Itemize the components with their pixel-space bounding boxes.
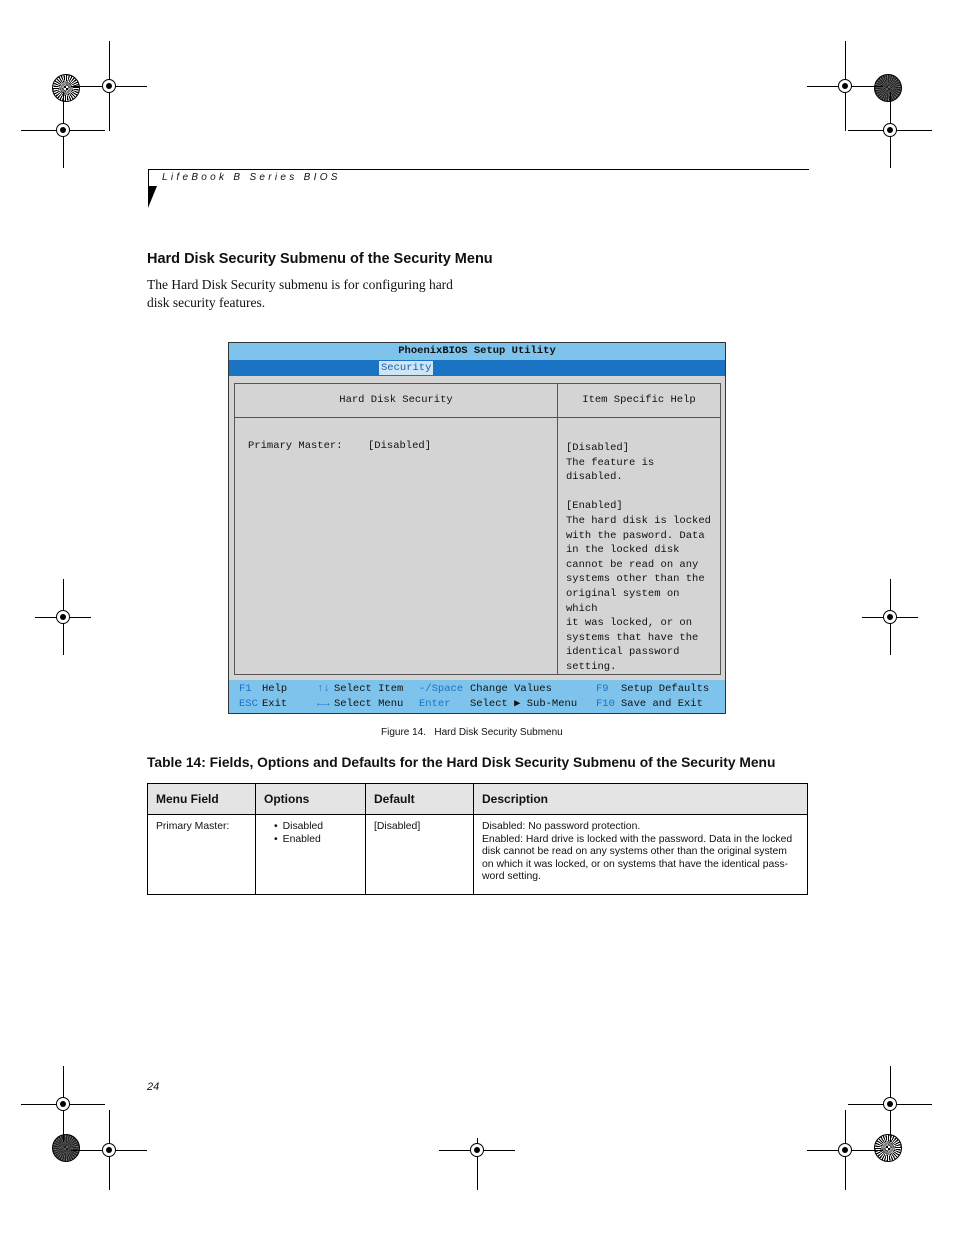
bios-field-value[interactable]: [Disabled] (368, 440, 432, 452)
bios-field-label: Primary Master: (248, 440, 343, 452)
header-tab-marker (148, 186, 157, 208)
bios-menubar (229, 360, 725, 376)
bios-right-header: Item Specific Help (582, 394, 696, 406)
key-f9-label: Setup Defaults (621, 683, 710, 695)
bios-screenshot (228, 342, 726, 714)
key-space: -/Space (419, 683, 464, 695)
cell-description (474, 815, 808, 895)
description-enabled: Enabled: Hard drive is locked with the password. Data in the locked disk cannot be read on any systems other than the original system on which it was locked, or on systems that have the identical pass- word setting. (482, 833, 793, 883)
table-row (148, 815, 808, 895)
intro-paragraph: The Hard Disk Security submenu is for configuring hard disk security features. (147, 277, 453, 310)
col-default: Default (366, 784, 474, 815)
key-f9: F9 (596, 683, 609, 695)
table-caption: Table 14: Fields, Options and Defaults for the Hard Disk Security Submenu of the Security Menu (147, 755, 776, 770)
key-leftright: ←→ (317, 698, 330, 710)
cell-field: Primary Master: (148, 815, 256, 895)
page-number: 24 (147, 1081, 160, 1093)
registration-star-mark (52, 1134, 80, 1162)
bios-title: PhoenixBIOS Setup Utility (229, 343, 725, 360)
bios-panel (234, 383, 721, 675)
bios-menu-security[interactable]: Security (381, 362, 432, 374)
registration-star-mark (874, 74, 902, 102)
col-description: Description (474, 784, 808, 815)
description-disabled: Disabled: No password protection. (482, 821, 641, 832)
key-f1: F1 (239, 683, 252, 695)
bios-help-text: [Disabled] The feature is disabled. [Enabled] The hard disk is locked with the pasword. Data in the locked disk cannot be read on any systems other than the original system on which it was locked, or on systems that have the identical password setting. (566, 442, 711, 673)
panel-divider-vertical (557, 384, 558, 674)
col-options: Options (256, 784, 366, 815)
panel-divider-horizontal (235, 417, 720, 418)
header-rule (148, 169, 809, 170)
key-enter-label: Select ▶ Sub-Menu (470, 698, 578, 710)
bios-footer (229, 680, 725, 713)
section-heading: Hard Disk Security Submenu of the Security Menu (147, 251, 493, 267)
table-header-row (148, 784, 808, 815)
key-esc-label: Exit (262, 698, 288, 710)
key-enter: Enter (419, 698, 451, 710)
option-item: • Enabled (276, 834, 357, 847)
key-space-label: Change Values (470, 683, 552, 695)
running-header: LifeBook B Series BIOS (162, 172, 341, 183)
key-updown: ↑↓ (317, 683, 330, 695)
figure-caption: Figure 14. Hard Disk Security Submenu (381, 727, 563, 738)
key-f10: F10 (596, 698, 615, 710)
col-menu-field: Menu Field (148, 784, 256, 815)
key-f10-label: Save and Exit (621, 698, 703, 710)
key-updown-label: Select Item (334, 683, 404, 695)
option-item: • Disabled (276, 821, 357, 834)
cell-default: [Disabled] (366, 815, 474, 895)
registration-star-mark (52, 74, 80, 102)
options-table (147, 783, 808, 895)
key-f1-label: Help (262, 683, 288, 695)
bios-left-header: Hard Disk Security (339, 394, 453, 406)
key-leftright-label: Select Menu (334, 698, 404, 710)
registration-star-mark (874, 1134, 902, 1162)
cell-options (256, 815, 366, 895)
key-esc: ESC (239, 698, 258, 710)
